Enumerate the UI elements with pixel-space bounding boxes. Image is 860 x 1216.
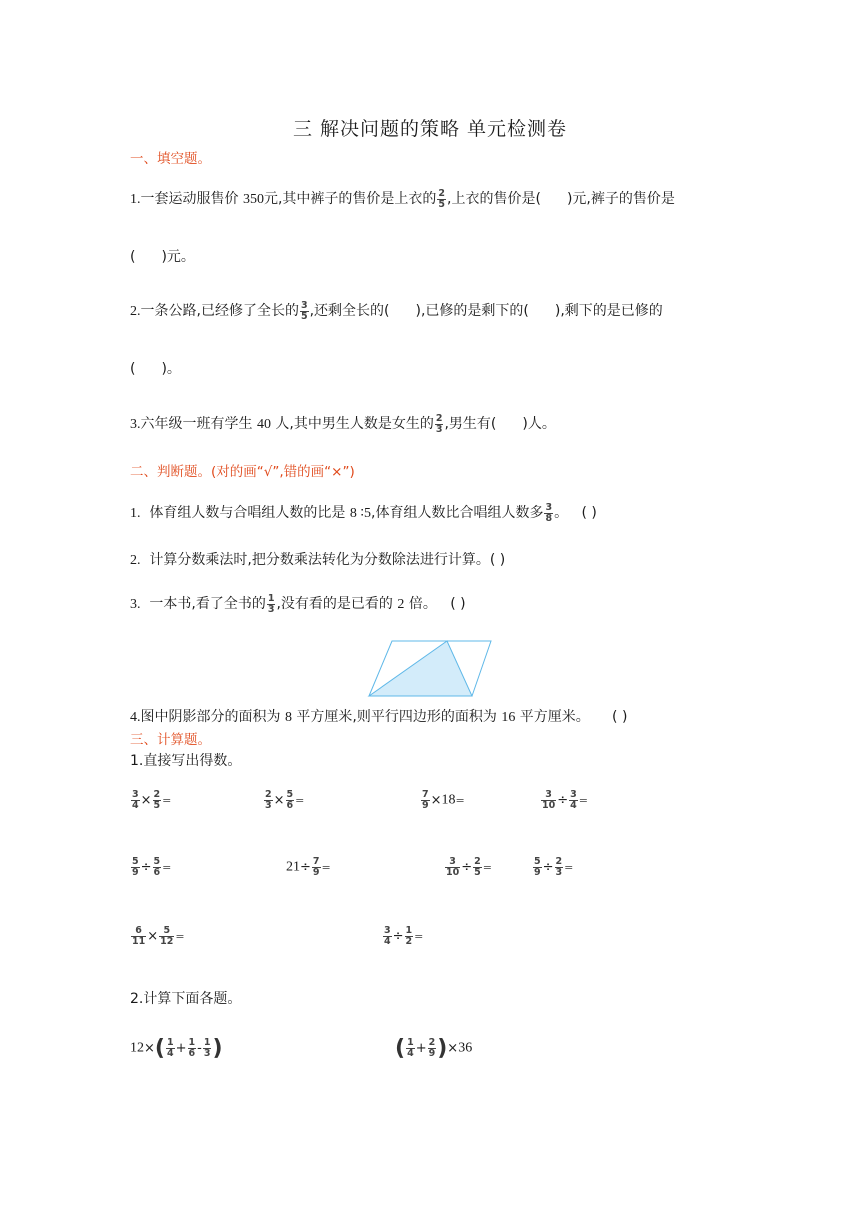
judge-question-3: 3. 一本书,看了全书的 $\frac{1}{3}$ ,没有看的是已看的 2 倍。 ( ) (130, 592, 466, 615)
expr-6: 21÷ $\frac{7}{9}$ = (286, 856, 331, 878)
problem-2: ( $\frac{1}{4}$ + $\frac{2}{9}$ )×36 (395, 1036, 473, 1061)
calc-part-1-heading: 1.直接写出得数。 (130, 753, 242, 769)
judge-question-1: 1. 体育组人数与合唱组人数的比是 8 ∶5,体育组人数比合唱组人数多 $\frac{3}{8}$ 。 ( ) (130, 501, 597, 524)
fill-question-2-line2: ( )。 (130, 361, 181, 377)
answer-paren[interactable]: ( ) (612, 709, 628, 725)
fraction: $\frac{3}{5}$ (300, 299, 308, 322)
fraction: $\frac{3}{8}$ (545, 501, 553, 524)
expr-10: $\frac{3}{4}$ ÷ $\frac{1}{2}$ = (384, 925, 424, 947)
expr-7: $\frac{3}{10}$ ÷ $\frac{2}{5}$ = (446, 856, 492, 878)
expr-4: $\frac{3}{10}$ ÷ $\frac{3}{4}$ = (542, 789, 588, 811)
expr-5: $\frac{5}{9}$ ÷ $\frac{5}{6}$ = (132, 856, 172, 878)
judge-question-2: 2. 计算分数乘法时,把分数乘法转化为分数除法进行计算。( ) (130, 552, 506, 568)
expr-8: $\frac{5}{9}$ ÷ $\frac{2}{3}$ = (534, 856, 574, 878)
expr-2: $\frac{2}{3}$ × $\frac{5}{6}$ = (265, 789, 305, 811)
fraction: $\frac{1}{3}$ (267, 592, 275, 615)
section-judge-heading: 二、判断题。(对的画“√”,错的画“×”) (130, 464, 355, 480)
problem-1: 12×( $\frac{1}{4}$ + $\frac{1}{6}$ - $\frac{1}{3}$ ) (130, 1036, 223, 1061)
fraction: $\frac{2}{3}$ (435, 412, 443, 435)
fill-question-3: 3.六年级一班有学生 40 人,其中男生人数是女生的 $\frac{2}{3}$ ,男生有( )人。 (130, 412, 556, 435)
expr-9: $\frac{6}{11}$ × $\frac{5}{12}$ = (132, 925, 185, 947)
fraction: $\frac{2}{5}$ (438, 187, 446, 210)
fill-question-2: 2.一条公路,已经修了全长的 $\frac{3}{5}$ ,还剩全长的( ),已修的是剩下的( ),剩下的是已修的 (130, 299, 663, 322)
answer-paren[interactable]: ( ) (489, 552, 506, 568)
judge-question-4: 4.图中阴影部分的面积为 8 平方厘米,则平行四边形的面积为 16 平方厘米。 ( ) (130, 709, 628, 725)
section-fill-heading: 一、填空题。 (130, 151, 211, 167)
answer-paren[interactable]: ( ) (450, 596, 466, 612)
section-calc-heading: 三、计算题。 (130, 732, 211, 748)
fill-question-1: 1.一套运动服售价 350元,其中裤子的售价是上衣的 $\frac{2}{5}$ ,上衣的售价是( )元,裤子的售价是 (130, 187, 675, 210)
calc-part-2-heading: 2.计算下面各题。 (130, 991, 242, 1007)
parallelogram-figure (366, 638, 494, 700)
expr-1: $\frac{3}{4}$ × $\frac{2}{5}$ = (132, 789, 172, 811)
page-title: 三 解决问题的策略 单元检测卷 (292, 118, 568, 140)
fill-question-1-line2: ( )元。 (130, 249, 195, 265)
shaded-triangle (369, 641, 472, 696)
expr-3: $\frac{7}{9}$ ×18= (422, 789, 465, 811)
answer-paren[interactable]: ( ) (581, 505, 597, 521)
